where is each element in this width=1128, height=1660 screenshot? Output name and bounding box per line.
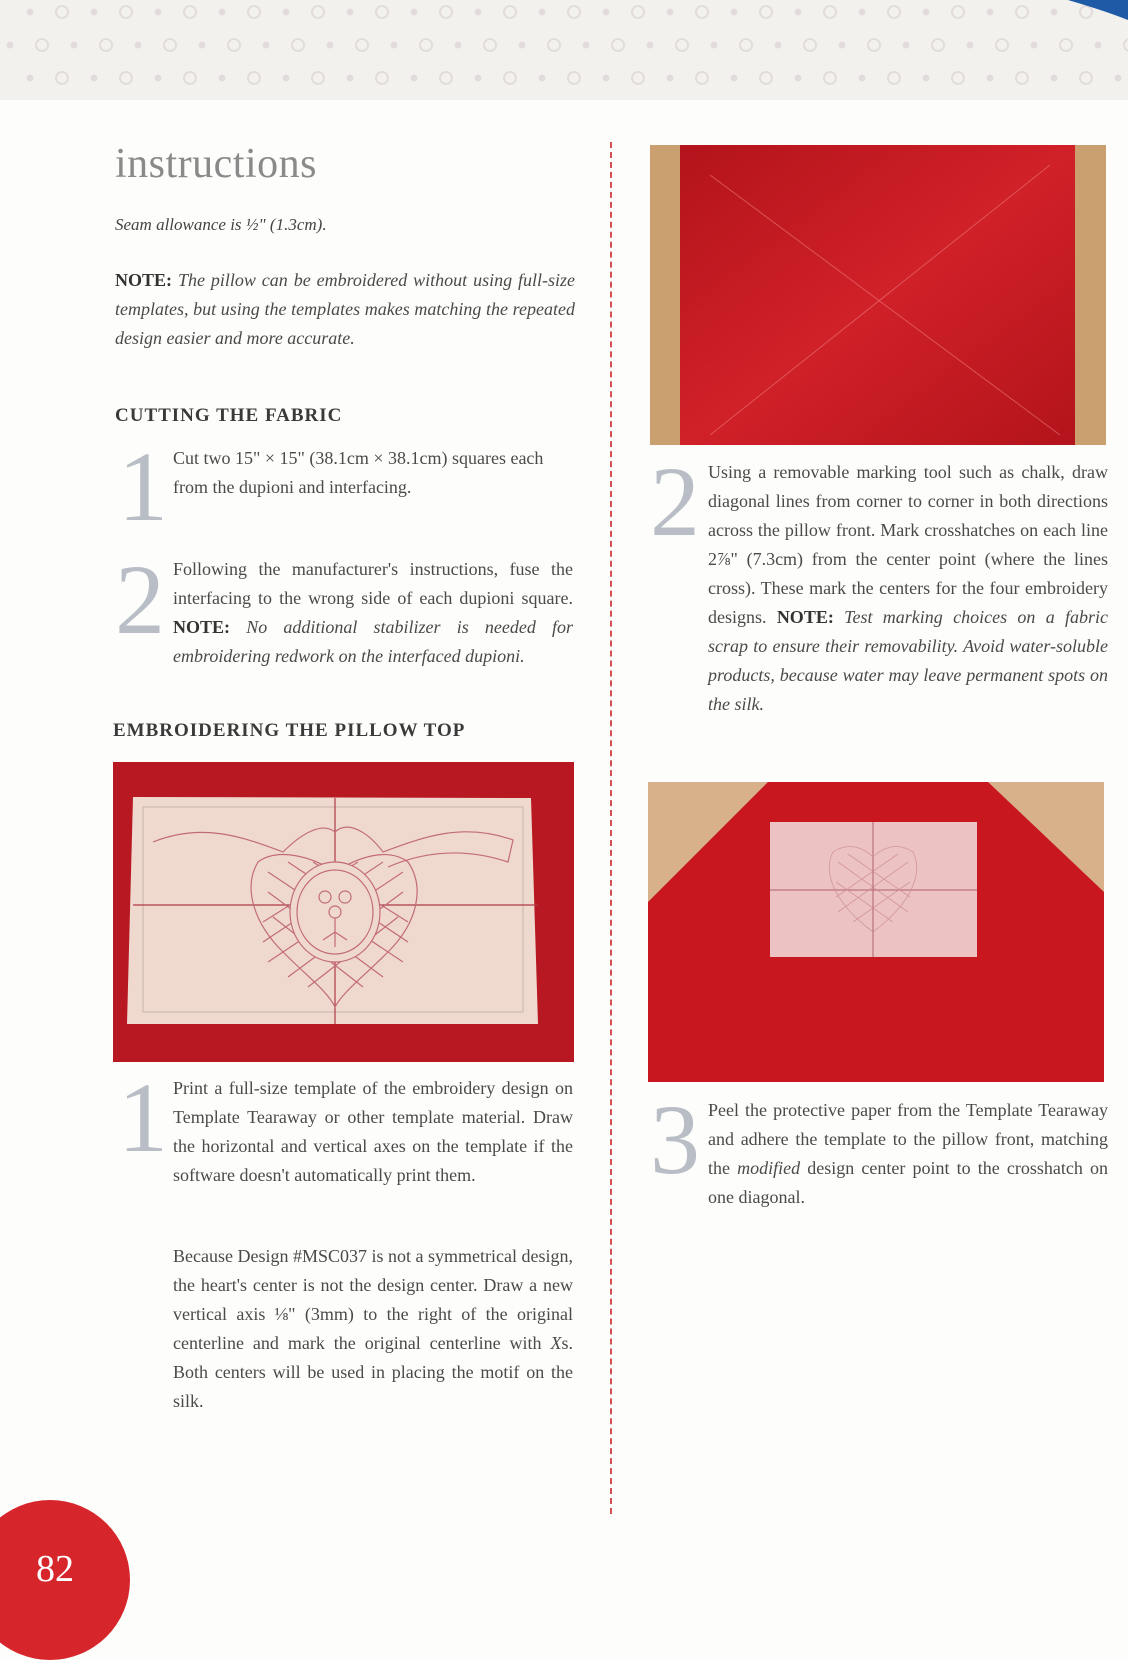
pattern-flower	[952, 72, 964, 84]
pattern-dot	[347, 75, 354, 82]
column-divider	[610, 142, 612, 1514]
pattern-dot	[347, 9, 354, 16]
pattern-dot	[519, 42, 526, 49]
page-title: instructions	[115, 141, 317, 187]
pattern-dot	[967, 42, 974, 49]
pattern-dot	[263, 42, 270, 49]
cutting-step-2-text	[173, 555, 573, 671]
note-label: NOTE:	[173, 617, 231, 637]
note-label: NOTE:	[115, 270, 173, 290]
pattern-flower	[1124, 39, 1128, 51]
pattern-flower	[676, 39, 688, 51]
pattern-flower	[56, 72, 68, 84]
pattern-flower	[504, 6, 516, 18]
flower-dot-pattern	[0, 0, 1128, 100]
pattern-dot	[667, 9, 674, 16]
pattern-flower	[292, 39, 304, 51]
pattern-flower	[888, 6, 900, 18]
fabric-diagonals-photo	[650, 145, 1106, 445]
pattern-flower	[952, 6, 964, 18]
note-label: NOTE:	[776, 607, 834, 627]
pattern-dot	[475, 75, 482, 82]
pattern-dot	[923, 9, 930, 16]
pattern-dot	[71, 42, 78, 49]
pattern-dot	[327, 42, 334, 49]
pattern-dot	[987, 75, 994, 82]
pattern-flower	[932, 39, 944, 51]
embroidering-step-3-text	[708, 1096, 1108, 1212]
pattern-flower	[440, 6, 452, 18]
pattern-dot	[667, 75, 674, 82]
pattern-flower	[568, 72, 580, 84]
pattern-dot	[583, 42, 590, 49]
step-3-text-a: Peel the protective paper from the Template Tearaway and adhere the template to the pillow front, matching the	[708, 1100, 1108, 1178]
pattern-dot	[91, 9, 98, 16]
pattern-dot	[199, 42, 206, 49]
step-3-text-em: modified	[737, 1158, 801, 1178]
pattern-dot	[1095, 42, 1102, 49]
pattern-flower	[376, 72, 388, 84]
pattern-flower	[120, 6, 132, 18]
pattern-flower	[568, 6, 580, 18]
pattern-dot	[283, 9, 290, 16]
pattern-flower	[1080, 72, 1092, 84]
pattern-dot	[731, 75, 738, 82]
pattern-flower	[312, 72, 324, 84]
pattern-flower	[548, 39, 560, 51]
blue-corner-accent	[1068, 0, 1128, 20]
section-heading-cutting: CUTTING THE FABRIC	[115, 405, 343, 426]
pattern-flower	[440, 72, 452, 84]
pattern-flower	[184, 72, 196, 84]
note-text: The pillow can be embroidered without using full-size templates, but using the templates makes matching the repeated design easier and more accurate.	[115, 270, 576, 348]
embroidering-step-1-extra	[173, 1242, 573, 1416]
pattern-dot	[539, 75, 546, 82]
pattern-dot	[795, 9, 802, 16]
pattern-dot	[923, 75, 930, 82]
pattern-flower	[696, 72, 708, 84]
embroidering-step-2-body: Using a removable marking tool such as chalk, draw diagonal lines from corner to corner in both directions across the pillow front. Mark crosshatches on each line 2⅞" (7.3cm) from the center point (where the lines cross). These mark the centers for the four embroidery designs.	[708, 462, 1108, 627]
pattern-dot	[7, 42, 14, 49]
pattern-dot	[903, 42, 910, 49]
pattern-flower	[824, 6, 836, 18]
pattern-flower	[632, 72, 644, 84]
step-3-text-b: design center point to the crosshatch on one diagonal.	[708, 1158, 1108, 1207]
embroidering-step-2-note: Test marking choices on a fabric scrap to ensure their removability. Avoid water-soluble products, because water may leave permanent spots on the silk.	[708, 607, 1108, 714]
pattern-flower	[740, 39, 752, 51]
pattern-flower	[248, 72, 260, 84]
step-number: 3	[650, 1084, 700, 1195]
pattern-flower	[868, 39, 880, 51]
pattern-dot	[219, 75, 226, 82]
pattern-flower	[760, 6, 772, 18]
pattern-dot	[391, 42, 398, 49]
pattern-flower	[100, 39, 112, 51]
pattern-flower	[696, 6, 708, 18]
pattern-dot	[219, 9, 226, 16]
pattern-dot	[603, 9, 610, 16]
step-number: 1	[118, 431, 168, 542]
pattern-dot	[859, 75, 866, 82]
section-heading-embroidering: EMBROIDERING THE PILLOW TOP	[113, 720, 466, 741]
pattern-dot	[647, 42, 654, 49]
pattern-dot	[155, 75, 162, 82]
pattern-flower	[376, 6, 388, 18]
pattern-flower	[164, 39, 176, 51]
pattern-flower	[760, 72, 772, 84]
pattern-flower	[804, 39, 816, 51]
pattern-dot	[411, 9, 418, 16]
pattern-flower	[612, 39, 624, 51]
pattern-dot	[711, 42, 718, 49]
pattern-flower	[36, 39, 48, 51]
pattern-dot	[27, 9, 34, 16]
pattern-flower	[228, 39, 240, 51]
pattern-flower	[248, 6, 260, 18]
pattern-flower	[184, 6, 196, 18]
pattern-dot	[475, 9, 482, 16]
page-number: 82	[36, 1548, 74, 1590]
pattern-dot	[539, 9, 546, 16]
pattern-flower	[484, 39, 496, 51]
pattern-flower	[312, 6, 324, 18]
cutting-step-2-note: No additional stabilizer is needed for embroidering redwork on the interfaced dupioni.	[173, 617, 574, 666]
cutting-step-1-text: Cut two 15" × 15" (38.1cm × 38.1cm) squares each from the dupioni and interfacing.	[173, 448, 544, 497]
pattern-dot	[731, 9, 738, 16]
pattern-dot	[1031, 42, 1038, 49]
embroidering-step-2-text	[708, 458, 1108, 719]
pattern-flower	[420, 39, 432, 51]
pattern-dot	[155, 9, 162, 16]
pattern-flower	[356, 39, 368, 51]
pattern-flower	[504, 72, 516, 84]
pattern-flower	[888, 72, 900, 84]
pattern-dot	[1051, 9, 1058, 16]
embroidering-step-1-text: Print a full-size template of the embroidery design on Template Tearaway or other template material. Draw the horizontal and vertical axes on the template if the software doesn't automatically print them.	[173, 1078, 573, 1185]
pattern-flower	[996, 39, 1008, 51]
extra-text-a: Because Design #MSC037 is not a symmetrical design, the heart's center is not the design center. Draw a new vertical axis ⅛" (3mm) to the right of the original centerline and mark the original centerline with	[173, 1246, 573, 1353]
intro-note	[115, 266, 575, 353]
pattern-dot	[455, 42, 462, 49]
pattern-dot	[1051, 75, 1058, 82]
pattern-dot	[603, 75, 610, 82]
pattern-flower	[1060, 39, 1072, 51]
step-number: 2	[115, 544, 165, 655]
step-number: 2	[650, 446, 700, 557]
pattern-dot	[135, 42, 142, 49]
pattern-dot	[283, 75, 290, 82]
pattern-dot	[775, 42, 782, 49]
step-number: 1	[118, 1062, 168, 1173]
pattern-flower	[824, 72, 836, 84]
pattern-dot	[91, 75, 98, 82]
extra-text-x: X	[550, 1333, 562, 1353]
pattern-dot	[839, 42, 846, 49]
decorative-header-band	[0, 0, 1128, 100]
pattern-flower	[56, 6, 68, 18]
pattern-dot	[27, 75, 34, 82]
pattern-dot	[1115, 75, 1122, 82]
pattern-flower	[1016, 6, 1028, 18]
seam-allowance: Seam allowance is ½" (1.3cm).	[115, 215, 327, 234]
pattern-dot	[795, 75, 802, 82]
template-photo	[113, 762, 574, 1062]
cutting-step-2-body: Following the manufacturer's instructions, fuse the interfacing to the wrong side of each dupioni square.	[173, 559, 573, 608]
pattern-dot	[859, 9, 866, 16]
template-on-fabric-photo	[648, 782, 1104, 1082]
extra-text-b: s. Both centers will be used in placing the motif on the silk.	[173, 1333, 573, 1411]
pattern-flower	[120, 72, 132, 84]
pattern-dot	[411, 75, 418, 82]
pattern-flower	[1016, 72, 1028, 84]
pattern-dot	[987, 9, 994, 16]
pattern-flower	[632, 6, 644, 18]
